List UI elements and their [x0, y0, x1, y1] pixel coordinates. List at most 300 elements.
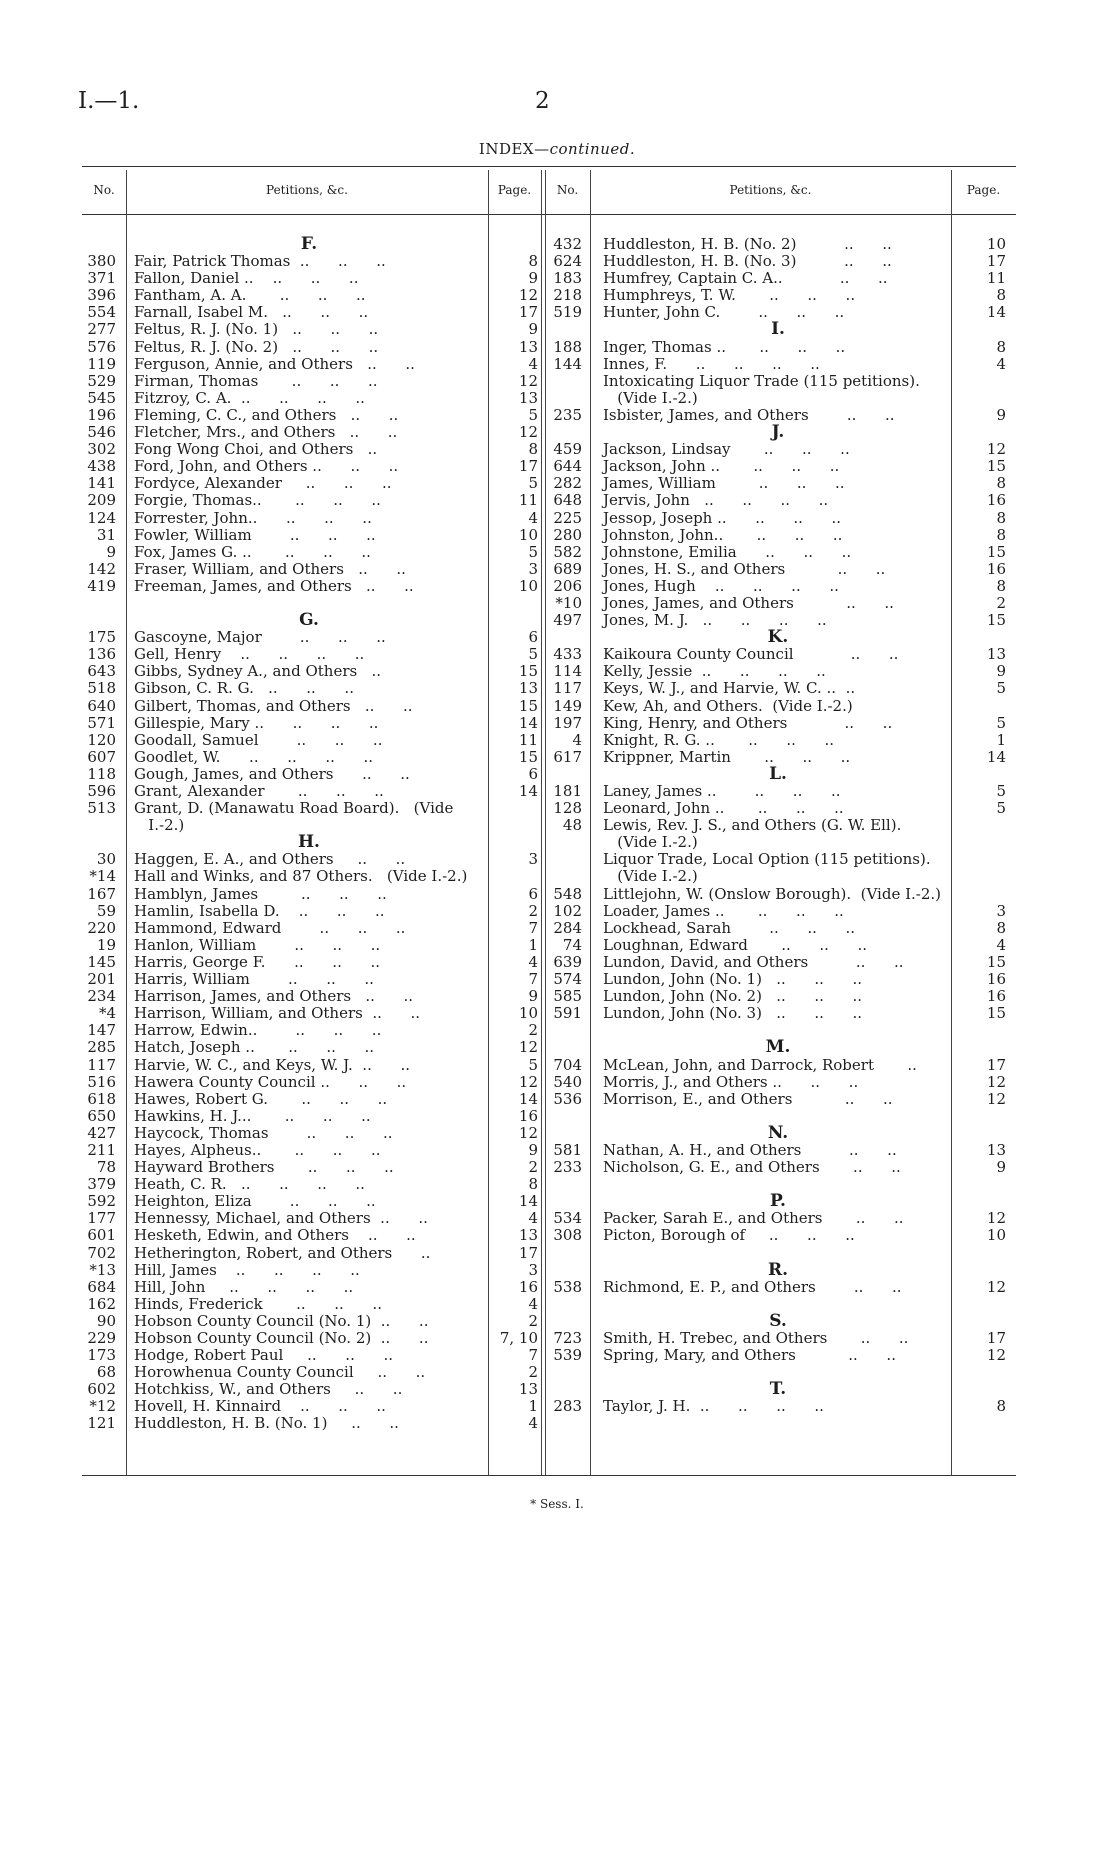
index-entry [82, 1022, 538, 1039]
section-letter-text: G. [299, 610, 319, 631]
index-entry [82, 1159, 538, 1176]
entry-number: 206 [553, 576, 582, 595]
index-entry [82, 1279, 538, 1296]
entry-number: 624 [553, 252, 582, 271]
entry-name: Heighton, Eliza .. .. .. [134, 1192, 376, 1211]
index-entry [82, 646, 538, 663]
section-letter-text: M. [765, 1037, 791, 1058]
entry-number: 427 [87, 1123, 116, 1142]
entry-number: 173 [87, 1346, 116, 1365]
entry-name: Hobson County Council (No. 1) .. .. [134, 1311, 429, 1330]
entry-name: Gascoyne, Major .. .. .. [134, 628, 386, 647]
entry-page: 4 [996, 354, 1006, 373]
entry-name: Haycock, Thomas .. .. .. [134, 1123, 393, 1142]
index-entry [545, 680, 1006, 697]
entry-page: 4 [528, 354, 538, 373]
index-entry [82, 253, 538, 270]
page-number: 2 [535, 88, 550, 114]
entry-page: 12 [518, 1038, 538, 1057]
entry-name: Lundon, John (No. 2) .. .. .. [603, 987, 863, 1006]
entry-name: Fong Wong Choi, and Others .. [134, 440, 378, 459]
entry-page: 9 [996, 1158, 1006, 1177]
entry-page: 13 [518, 679, 538, 698]
index-column-left [82, 236, 538, 1433]
entry-number: 30 [96, 850, 116, 869]
entry-page: 9 [528, 987, 538, 1006]
entry-number: 539 [553, 1346, 582, 1365]
entry-number: 162 [87, 1294, 116, 1313]
entry-name: Hamblyn, James .. .. .. [134, 884, 387, 903]
entry-name: Fraser, William, and Others .. .. [134, 559, 406, 578]
index-entry [82, 339, 538, 356]
column-header-page: Page. [966, 183, 1001, 197]
entry-name: Hill, James .. .. .. .. [134, 1260, 360, 1279]
index-entry [545, 561, 1006, 578]
entry-page: 9 [528, 269, 538, 288]
entry-page: 6 [528, 764, 538, 783]
entry-number: 648 [553, 491, 582, 510]
entry-name: Taylor, J. H. .. .. .. .. [603, 1397, 824, 1416]
index-entry [82, 390, 538, 407]
entry-name: Loughnan, Edward .. .. .. [603, 935, 868, 954]
entry-page: 2 [528, 1363, 538, 1382]
index-entry [545, 1279, 1006, 1296]
index-entry [82, 1330, 538, 1347]
entry-page: 5 [528, 405, 538, 424]
entry-page: 14 [986, 303, 1006, 322]
section-letter-text: I. [771, 319, 785, 340]
index-entry [82, 663, 538, 680]
index-entry [82, 1398, 538, 1415]
entry-page: 15 [986, 611, 1006, 630]
entry-name: Huddleston, H. B. (No. 3) .. .. [603, 252, 892, 271]
index-entry [545, 646, 1006, 663]
index-entry [82, 715, 538, 732]
entry-number: 380 [87, 252, 116, 271]
entry-number: 142 [87, 559, 116, 578]
entry-number: 640 [87, 696, 116, 715]
index-entry [545, 441, 1006, 458]
entry-number: 554 [87, 303, 116, 322]
entry-name: Forgie, Thomas.. .. .. .. [134, 491, 381, 510]
entry-name: Johnston, John.. .. .. .. [603, 525, 843, 544]
entry-number: 128 [553, 799, 582, 818]
table-header-rule [82, 214, 1016, 215]
index-entry [82, 1347, 538, 1364]
entry-name: Intoxicating Liquor Trade (115 petitions). [603, 371, 920, 390]
entry-number: 576 [87, 337, 116, 356]
entry-name: Nathan, A. H., and Others .. .. [603, 1140, 897, 1159]
index-entry [82, 407, 538, 424]
entry-number: 571 [87, 713, 116, 732]
entry-number: 220 [87, 918, 116, 937]
entry-page: 8 [996, 337, 1006, 356]
entry-name: Gilbert, Thomas, and Others .. .. [134, 696, 413, 715]
entry-name: Humfrey, Captain C. A.. .. .. [603, 269, 888, 288]
entry-number: 574 [553, 970, 582, 989]
entry-page: 4 [996, 935, 1006, 954]
entry-name: James, William .. .. .. [603, 474, 845, 493]
entry-page: 16 [986, 970, 1006, 989]
entry-name: Leonard, John .. .. .. .. [603, 799, 844, 818]
entry-number: 229 [87, 1329, 116, 1347]
entry-name: Farnall, Isabel M. .. .. .. [134, 303, 369, 322]
index-entry [82, 920, 538, 937]
entry-name: Ford, John, and Others .. .. .. [134, 457, 399, 476]
entry-number: 704 [553, 1055, 582, 1074]
index-entry [82, 732, 538, 749]
entry-page: 11 [518, 730, 538, 749]
entry-number: 102 [553, 901, 582, 920]
index-entry [545, 851, 1006, 868]
entry-number: 117 [553, 679, 582, 698]
section-letter [545, 629, 1006, 646]
index-entry [82, 287, 538, 304]
entry-page: 17 [518, 457, 538, 476]
entry-number: 516 [87, 1072, 116, 1091]
entry-name: McLean, John, and Darrock, Robert .. [603, 1055, 917, 1074]
entry-page: 13 [518, 337, 538, 356]
entry-page: 14 [986, 747, 1006, 766]
entry-page: 16 [518, 1106, 538, 1125]
entry-number: 371 [87, 269, 116, 288]
entry-page: 1 [528, 935, 538, 954]
entry-page: 11 [518, 491, 538, 510]
entry-page: 8 [528, 1175, 538, 1194]
section-letter [545, 321, 1006, 338]
index-entry [545, 356, 1006, 373]
entry-name: Fallon, Daniel .. .. .. .. [134, 269, 359, 288]
entry-number: 177 [87, 1209, 116, 1228]
entry-number: 438 [87, 457, 116, 476]
index-entry [545, 1057, 1006, 1074]
entry-page: 9 [528, 320, 538, 339]
section-letter-text: J. [771, 422, 785, 443]
entry-name: Spring, Mary, and Others .. .. [603, 1346, 896, 1365]
entry-number: 585 [553, 987, 582, 1006]
entry-number: 432 [553, 235, 582, 253]
index-entry [545, 270, 1006, 287]
entry-page: 14 [518, 782, 538, 800]
entry-number: 540 [553, 1072, 582, 1091]
entry-name: King, Henry, and Others .. .. [603, 713, 893, 732]
entry-page: 12 [986, 1346, 1006, 1365]
entry-name: Smith, H. Trebec, and Others .. .. [603, 1329, 909, 1347]
index-entry [82, 356, 538, 373]
section-letter [545, 1381, 1006, 1398]
entry-name: Harrison, James, and Others .. .. [134, 987, 414, 1006]
entry-page: 8 [996, 918, 1006, 937]
index-entry [82, 971, 538, 988]
column-divider [541, 170, 542, 1475]
entry-number: 120 [87, 730, 116, 749]
entry-number: 308 [553, 1226, 582, 1245]
entry-page: 3 [996, 901, 1006, 920]
entry-page: 12 [986, 1072, 1006, 1091]
entry-number: 643 [87, 662, 116, 681]
entry-name: Picton, Borough of .. .. .. [603, 1226, 855, 1245]
entry-page: 5 [528, 645, 538, 664]
entry-name: Fowler, William .. .. .. [134, 525, 376, 544]
index-entry [545, 578, 1006, 595]
entry-number: 211 [87, 1140, 116, 1159]
entry-name: Nicholson, G. E., and Others .. .. [603, 1158, 901, 1177]
entry-name: Fantham, A. A. .. .. .. [134, 286, 366, 305]
entry-number: 90 [96, 1311, 116, 1330]
entry-name: Isbister, James, and Others .. .. [603, 405, 895, 424]
entry-page: 2 [528, 1158, 538, 1177]
entry-number: 277 [87, 320, 116, 339]
entry-page: 1 [996, 730, 1006, 749]
entry-name: Hawes, Robert G. .. .. .. [134, 1089, 388, 1108]
index-entry [82, 1381, 538, 1398]
index-title-main: INDEX— [478, 140, 550, 158]
entry-name: I.-2.) [134, 816, 185, 835]
index-entry [82, 373, 538, 390]
entry-number: 235 [553, 405, 582, 424]
index-entry [82, 321, 538, 338]
document-reference: I.—1. [78, 88, 140, 114]
entry-number: 459 [553, 440, 582, 459]
entry-page: 3 [528, 1260, 538, 1279]
entry-name: Huddleston, H. B. (No. 1) .. .. [134, 1414, 399, 1433]
entry-name: Harris, William .. .. .. [134, 970, 374, 989]
index-entry [82, 1262, 538, 1279]
column-header-petitions: Petitions, &c. [266, 183, 348, 197]
entry-name: Harrow, Edwin.. .. .. .. [134, 1021, 382, 1040]
entry-page: 5 [528, 542, 538, 561]
entry-number: 78 [96, 1158, 116, 1177]
index-entry [82, 1039, 538, 1056]
entry-number: 581 [553, 1140, 582, 1159]
index-entry [545, 783, 1006, 800]
entry-page: 2 [528, 901, 538, 920]
entry-name: Haggen, E. A., and Others .. .. [134, 850, 406, 869]
entry-number: 144 [553, 354, 582, 373]
index-entry [82, 544, 538, 561]
entry-name: Liquor Trade, Local Option (115 petitions). [603, 850, 931, 869]
entry-number: 197 [553, 713, 582, 732]
index-entry [82, 988, 538, 1005]
entry-number: 225 [553, 508, 582, 527]
entry-name: Hall and Winks, and 87 Others. (Vide I.-2.) [134, 867, 468, 886]
entry-page: 14 [518, 1089, 538, 1108]
entry-name: Feltus, R. J. (No. 1) .. .. .. [134, 320, 379, 339]
index-entry [82, 868, 538, 885]
entry-page: 7 [528, 970, 538, 989]
index-entry [545, 817, 1006, 834]
entry-name: Lundon, John (No. 1) .. .. .. [603, 970, 863, 989]
entry-name: Littlejohn, W. (Onslow Borough). (Vide I.-2.) [603, 884, 942, 903]
entry-page: 8 [996, 1397, 1006, 1416]
entry-name: (Vide I.-2.) [603, 867, 698, 886]
entry-number: 513 [87, 799, 116, 818]
entry-number: 4 [572, 730, 582, 749]
entry-number: 592 [87, 1192, 116, 1211]
entry-number: 74 [562, 935, 582, 954]
entry-name: Lockhead, Sarah .. .. .. [603, 918, 856, 937]
entry-page: 13 [986, 1140, 1006, 1159]
index-entry [82, 1091, 538, 1108]
entry-page: 13 [518, 1226, 538, 1245]
entry-page: 4 [528, 1414, 538, 1433]
entry-number: 419 [87, 576, 116, 595]
entry-page: 15 [986, 542, 1006, 561]
entry-name: Goodlet, W. .. .. .. .. [134, 747, 374, 766]
entry-name: Fox, James G. .. .. .. .. [134, 542, 371, 561]
index-entry [82, 886, 538, 903]
entry-number: 379 [87, 1175, 116, 1194]
entry-number: 234 [87, 987, 116, 1006]
index-entry [82, 458, 538, 475]
entry-name: Jessop, Joseph .. .. .. .. [603, 508, 842, 527]
index-entry [545, 544, 1006, 561]
entry-number: 650 [87, 1106, 116, 1125]
entry-name: Richmond, E. P., and Others .. .. [603, 1277, 902, 1296]
entry-number: 601 [87, 1226, 116, 1245]
entry-name: Hayward Brothers .. .. .. [134, 1158, 394, 1177]
entry-page: 13 [986, 645, 1006, 664]
entry-number: 529 [87, 371, 116, 390]
entry-number: 149 [553, 696, 582, 715]
entry-name: Hodge, Robert Paul .. .. .. [134, 1346, 393, 1365]
entry-name: Gell, Henry .. .. .. .. [134, 645, 365, 664]
index-entry [545, 971, 1006, 988]
entry-page: 7 [528, 1346, 538, 1365]
entry-name: Fitzroy, C. A. .. .. .. .. [134, 388, 365, 407]
index-entry [545, 663, 1006, 680]
index-entry [82, 1057, 538, 1074]
index-entry [545, 988, 1006, 1005]
entry-number: 19 [96, 935, 116, 954]
entry-name: Harrison, William, and Others .. .. [134, 1004, 421, 1023]
section-letter [82, 612, 538, 629]
entry-number: 518 [87, 679, 116, 698]
entry-number: 545 [87, 388, 116, 407]
section-letter-text: P. [770, 1191, 786, 1212]
entry-page: 14 [518, 1192, 538, 1211]
entry-name: Jones, M. J. .. .. .. .. [603, 611, 827, 630]
entry-page: 10 [986, 1226, 1006, 1245]
entry-name: Grant, Alexander .. .. .. [134, 782, 384, 800]
entry-page: 4 [528, 508, 538, 527]
section-letter-text: K. [767, 627, 789, 648]
entry-name: Hesketh, Edwin, and Others .. .. [134, 1226, 416, 1245]
entry-name: Fleming, C. C., and Others .. .. [134, 405, 399, 424]
entry-name: Hayes, Alpheus.. .. .. .. [134, 1140, 381, 1159]
entry-name: Packer, Sarah E., and Others .. .. [603, 1209, 904, 1228]
entry-name: Firman, Thomas .. .. .. [134, 371, 378, 390]
entry-page: 8 [996, 576, 1006, 595]
entry-page: 6 [528, 884, 538, 903]
entry-name: Gibson, C. R. G. .. .. .. [134, 679, 354, 698]
index-entry [82, 766, 538, 783]
entry-number: *12 [89, 1397, 116, 1416]
index-entry [545, 253, 1006, 270]
entry-name: Keys, W. J., and Harvie, W. C. .. .. [603, 679, 856, 698]
column-header-page: Page. [497, 183, 532, 197]
index-entry [82, 510, 538, 527]
index-entry [82, 1005, 538, 1022]
entry-name: Harris, George F. .. .. .. [134, 952, 380, 971]
footnote: * Sess. I. [530, 1497, 584, 1511]
entry-number: 602 [87, 1380, 116, 1399]
section-letter [545, 1259, 1006, 1280]
entry-number: 121 [87, 1414, 116, 1433]
entry-page: 3 [528, 850, 538, 869]
index-title-continued: continued. [549, 140, 636, 158]
section-letter [545, 1193, 1006, 1210]
entry-number: 283 [553, 1397, 582, 1416]
entry-name: Gibbs, Sydney A., and Others .. [134, 662, 382, 681]
table-bottom-rule [82, 1475, 1016, 1476]
column-header-petitions: Petitions, &c. [729, 183, 812, 197]
index-entry [82, 441, 538, 458]
entry-number: 548 [553, 884, 582, 903]
index-entry [82, 270, 538, 287]
entry-page: 9 [996, 662, 1006, 681]
entry-number: 9 [106, 542, 116, 561]
entry-name: Lundon, John (No. 3) .. .. .. [603, 1004, 863, 1023]
entry-page: 10 [518, 576, 538, 595]
index-entry [82, 1142, 538, 1159]
entry-page: 13 [518, 1380, 538, 1399]
entry-name: Freeman, James, and Others .. .. [134, 576, 414, 595]
entry-page: 5 [996, 799, 1006, 818]
entry-page: 2 [528, 1021, 538, 1040]
index-entry [82, 304, 538, 321]
index-entry [545, 868, 1006, 885]
index-entry [82, 680, 538, 697]
entry-name: Huddleston, H. B. (No. 2) .. .. [603, 235, 892, 253]
entry-name: Jones, H. S., and Others .. .. [603, 559, 886, 578]
entry-number: 147 [87, 1021, 116, 1040]
entry-name: Inger, Thomas .. .. .. .. [603, 337, 846, 356]
entry-page: 17 [518, 303, 538, 322]
index-entry [545, 920, 1006, 937]
index-entry [82, 561, 538, 578]
entry-number: 167 [87, 884, 116, 903]
entry-number: 181 [553, 782, 582, 800]
entry-page: 14 [518, 713, 538, 732]
entry-page: 15 [518, 747, 538, 766]
index-entry [545, 527, 1006, 544]
entry-number: *13 [89, 1260, 116, 1279]
entry-page: 15 [518, 662, 538, 681]
entry-name: Fletcher, Mrs., and Others .. .. [134, 423, 398, 442]
entry-name: Jervis, John .. .. .. .. [603, 491, 829, 510]
entry-page: 4 [528, 952, 538, 971]
entry-name: Hamlin, Isabella D. .. .. .. [134, 901, 385, 920]
index-entry [545, 903, 1006, 920]
index-entry [82, 937, 538, 954]
entry-page: 11 [986, 269, 1006, 288]
entry-number: 196 [87, 405, 116, 424]
index-entry [545, 1398, 1006, 1415]
section-letter-text: H. [298, 832, 320, 853]
entry-page: 17 [986, 1329, 1006, 1347]
section-letter-text: F. [300, 234, 318, 254]
index-entry [545, 287, 1006, 304]
index-entry [545, 492, 1006, 509]
entry-number: 48 [562, 816, 582, 835]
index-entry [82, 851, 538, 868]
index-entry [545, 373, 1006, 390]
entry-number: 285 [87, 1038, 116, 1057]
section-letter [545, 1039, 1006, 1056]
entry-number: 114 [553, 662, 582, 681]
entry-number: 582 [553, 542, 582, 561]
